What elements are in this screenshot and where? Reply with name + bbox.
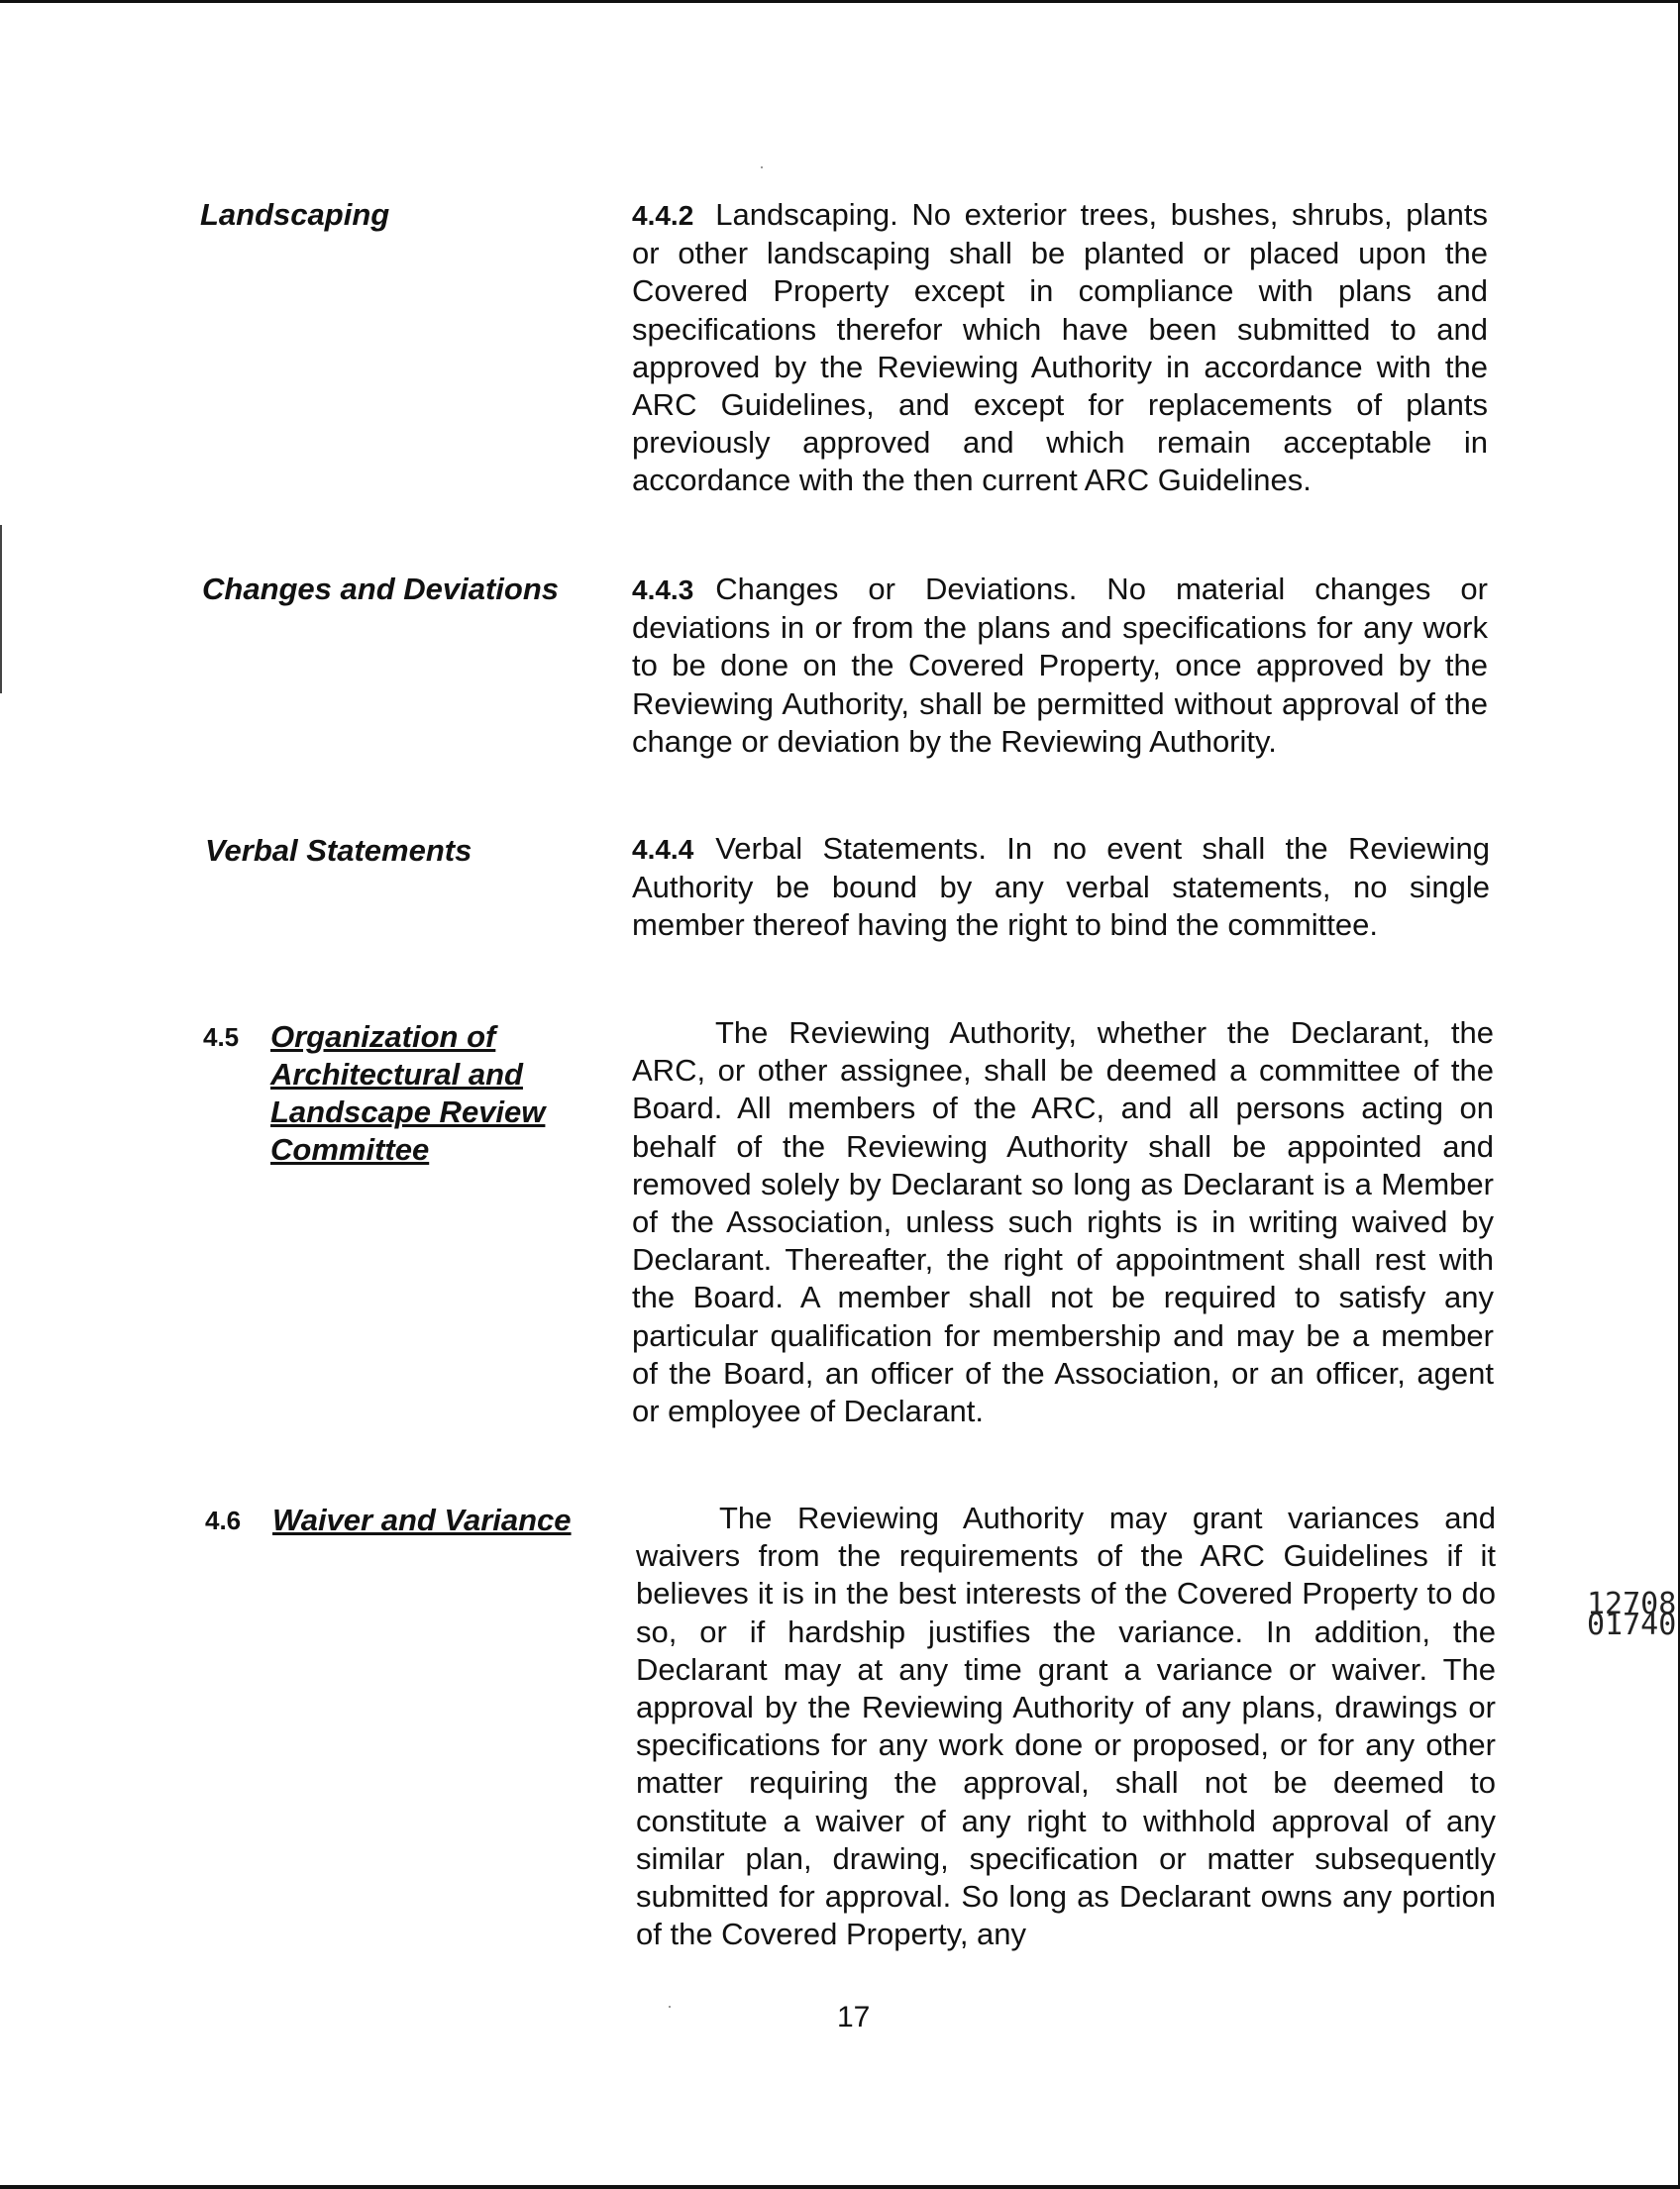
- scan-speck: [669, 2006, 671, 2008]
- section-number: 4.6: [205, 1506, 242, 1535]
- section-number: 4.4.3: [632, 574, 694, 605]
- paragraph-4-6: The Reviewing Authority may grant variances and waivers from the requirements of the ARC Guidelines if it believes it is in the best interests of the Covered Property to do so, or if hardship justifies the variance. In addition, the Declarant may at any time grant a variance or waiver. The approval by the Reviewing Authority of any plans, drawings or specifications for any work done or proposed, or for any other matter requiring the approval, shall not be deemed to constitute a waiver of any right to withhold approval of any similar plan, drawing, specification or matter subsequently submitted for approval. So long as Declarant owns any portion of the Covered Property, any: [636, 1501, 1496, 1952]
- section-number: 4.4.4: [632, 834, 694, 865]
- scan-speck: [761, 166, 763, 168]
- paragraph-4-4-4: [632, 830, 1490, 945]
- scan-top-border: [0, 0, 1680, 3]
- section-title: Organization of Architectural and Landscape Review Committee: [270, 1019, 546, 1167]
- margin-heading-changes-deviations: Changes and Deviations: [202, 572, 560, 606]
- margin-heading-verbal-statements: Verbal Statements: [205, 833, 472, 868]
- section-title: Waiver and Variance: [272, 1503, 572, 1537]
- side-document-stamp: 12708 01740: [1587, 1587, 1677, 1642]
- section-number: 4.5: [203, 1022, 240, 1052]
- margin-heading-4-5: [203, 1018, 578, 1169]
- page-number: 17: [837, 2001, 871, 2033]
- scan-bottom-border: [0, 2185, 1680, 2189]
- paragraph-4-4-3: [632, 571, 1488, 761]
- margin-heading-4-6: [205, 1502, 609, 1539]
- paragraph-text: Landscaping. No exterior trees, bushes, shrubs, plants or other landscaping shall be planted or placed upon the Covered Property except in compliance with plans and specifications therefor which have been submitted to and approved by the Reviewing Authority in accordance with the ARC Guidelines, and except for replacements of plants previously approved and which remain acceptable in accordance with the then current ARC Guidelines.: [632, 197, 1488, 498]
- paragraph-4-4-2: [632, 196, 1488, 500]
- section-number: 4.4.2: [632, 200, 694, 231]
- paragraph-text: Verbal Statements. In no event shall the Reviewing Authority be bound by any verbal statements, no single member thereof having the right to bind the committee.: [632, 831, 1490, 943]
- margin-heading-landscaping: Landscaping: [200, 197, 390, 232]
- scan-left-mark: [0, 525, 2, 693]
- paragraph-4-5: The Reviewing Authority, whether the Declarant, the ARC, or other assignee, shall be deemed a committee of the Board. All members of the ARC, and all persons acting on behalf of the Reviewing Authority shall be appointed and removed solely by Declarant so long as Declarant is a Member of the Association, unless such rights is in writing waived by Declarant. Thereafter, the right of appointment shall rest with the Board. A member shall not be required to satisfy any particular qualification for membership and may be a member of the Board, an officer of the Association, or an officer, agent or employee of Declarant.: [632, 1015, 1494, 1429]
- paragraph-text: Changes or Deviations. No material changes or deviations in or from the plans and specifications for any work to be done on the Covered Property, once approved by the Reviewing Authority, shall be permitted without approval of the change or deviation by the Reviewing Authority.: [632, 572, 1488, 759]
